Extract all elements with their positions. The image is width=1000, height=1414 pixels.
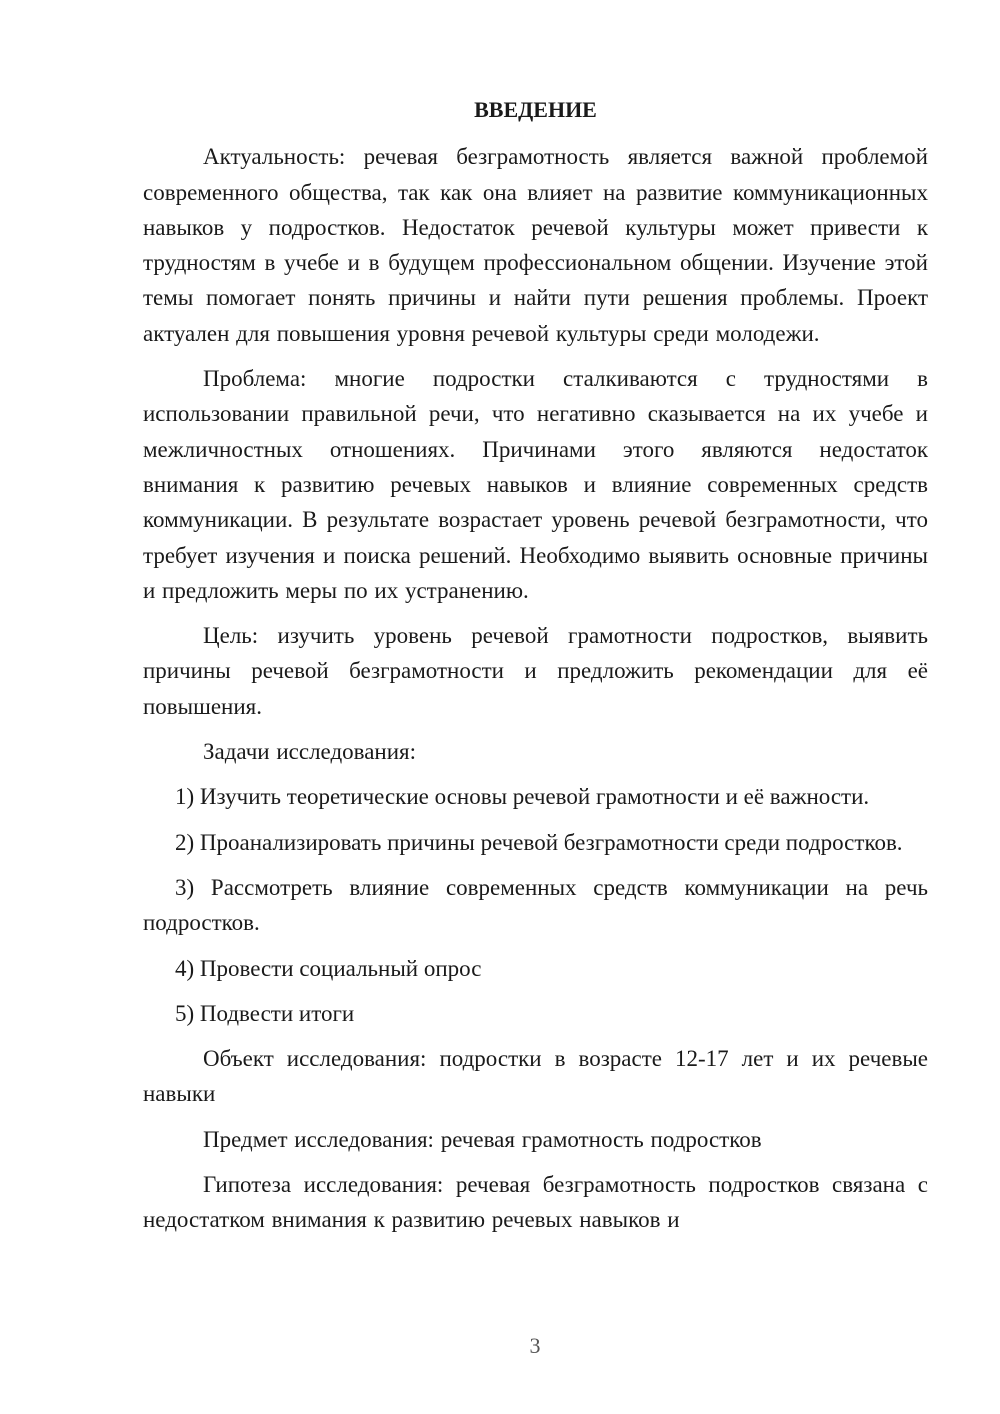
page-number: 3 bbox=[529, 1333, 541, 1358]
task-item-1: 1) Изучить теоретические основы речевой грамотности и её важности. bbox=[175, 784, 870, 810]
paragraph-object: Объект исследования: подростки в возрасте 12-17 лет и их речевые навыки bbox=[143, 1046, 928, 1107]
document-page bbox=[143, 92, 928, 1248]
paragraph-goal: Цель: изучить уровень речевой грамотности подростков, выявить причины речевой безграмотности и предложить рекомендации для её повышения. bbox=[143, 623, 928, 719]
paragraph-hypothesis: Гипотеза исследования: речевая безграмотность подростков связана с недостатком внимания к развитию речевых навыков и bbox=[143, 1172, 928, 1233]
paragraph-subject: Предмет исследования: речевая грамотность подростков bbox=[203, 1126, 762, 1152]
paragraph-tasks-heading: Задачи исследования: bbox=[203, 739, 417, 765]
task-item-2: 2) Проанализировать причины речевой безграмотности среди подростков. bbox=[175, 829, 903, 855]
task-item-5: 5) Подвести итоги bbox=[175, 1000, 355, 1026]
task-item-3: 3) Рассмотреть влияние современных средств коммуникации на речь подростков. bbox=[143, 874, 928, 936]
task-item-4: 4) Провести социальный опрос bbox=[175, 955, 482, 981]
paragraph-problem: Проблема: многие подростки сталкиваются с трудностями в использовании правильной речи, что негативно сказывается на их учебе и межличностных отношениях. Причинами этого являются недостаток внимания к развитию речевых навыков и влияние современных средств коммуникации. В результате возрастает уровень речевой безграмотности, что требует изучения и поиска решений. Необходимо выявить основные причины и предложить меры по их устранению. bbox=[143, 366, 928, 603]
paragraph-relevance: Актуальность: речевая безграмотность является важной проблемой современного общества, так как она влияет на развитие коммуникационных навыков у подростков. Недостаток речевой культуры может привести к трудностям в учебе и в будущем профессиональном общении. Изучение этой темы помогает понять причины и найти пути решения проблемы. Проект актуален для повышения уровня речевой культуры среди молодежи. bbox=[143, 144, 928, 346]
section-title: ВВЕДЕНИЕ bbox=[474, 97, 597, 122]
